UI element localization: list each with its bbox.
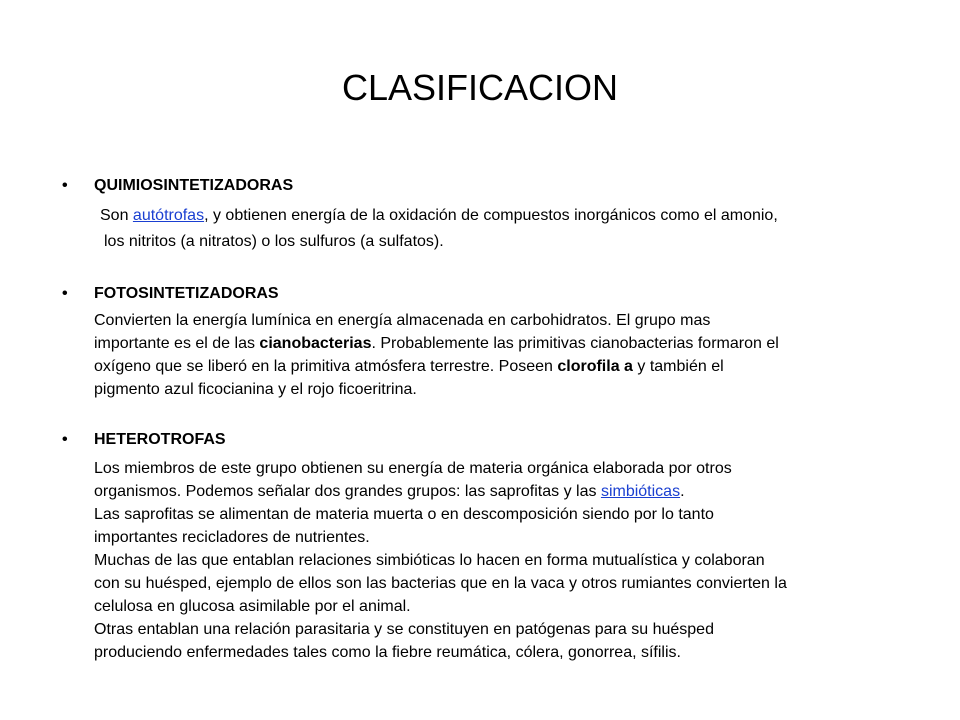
text-segment: . Probablemente las primitivas cianobacterias formaron el bbox=[371, 335, 779, 352]
text-segment: Son bbox=[100, 207, 133, 224]
bullet-icon: • bbox=[62, 431, 68, 448]
foto-line-2 bbox=[94, 332, 779, 355]
simbioticas-link[interactable]: simbióticas bbox=[600, 483, 681, 500]
text-segment: organismos. Podemos señalar dos grandes grupos: las saprofitas y las bbox=[94, 483, 601, 500]
section-heading-quimiosintetizadoras bbox=[62, 176, 293, 196]
hetero-line-1: Los miembros de este grupo obtienen su energía de materia orgánica elaborada por otros bbox=[94, 460, 732, 477]
text-segment: , y obtienen energía de la oxidación de compuestos inorgánicos como el amonio, bbox=[204, 207, 778, 224]
heading-text: HETEROTROFAS bbox=[94, 431, 226, 448]
quimio-line-1 bbox=[100, 204, 778, 227]
heading-text: QUIMIOSINTETIZADORAS bbox=[94, 177, 294, 194]
clorofila-bold: clorofila a bbox=[557, 358, 633, 375]
hetero-line-6: con su huésped, ejemplo de ellos son las bacterias que en la vaca y otros rumiantes convierten la bbox=[94, 575, 787, 592]
hetero-line-5: Muchas de las que entablan relaciones simbióticas lo hacen en forma mutualística y colaboran bbox=[94, 552, 765, 569]
text-segment: . bbox=[680, 483, 685, 500]
slide-title: CLASIFICACION bbox=[341, 67, 619, 108]
foto-line-1: Convierten la energía lumínica en energía almacenada en carbohidratos. El grupo mas bbox=[94, 312, 711, 329]
text-segment: y también el bbox=[632, 358, 724, 375]
autotrofas-link[interactable]: autótrofas bbox=[132, 207, 205, 224]
hetero-line-3: Las saprofitas se alimentan de materia muerta o en descomposición siendo por lo tanto bbox=[94, 506, 714, 523]
bullet-icon: • bbox=[62, 177, 68, 194]
heading-text: FOTOSINTETIZADORAS bbox=[94, 285, 279, 302]
section-heading-fotosintetizadoras bbox=[62, 284, 279, 304]
hetero-line-8: Otras entablan una relación parasitaria y se constituyen en patógenas para su huésped bbox=[94, 621, 714, 638]
quimio-line-2: los nitritos (a nitratos) o los sulfuros (a sulfatos). bbox=[104, 233, 444, 250]
section-heading-heterotrofas bbox=[62, 430, 226, 450]
text-segment: importante es el de las bbox=[94, 335, 260, 352]
foto-line-3 bbox=[94, 355, 724, 378]
text-segment: oxígeno que se liberó en la primitiva atmósfera terrestre. Poseen bbox=[94, 358, 558, 375]
foto-line-4: pigmento azul ficocianina y el rojo ficoeritrina. bbox=[94, 381, 417, 398]
bullet-icon: • bbox=[62, 285, 68, 302]
hetero-line-7: celulosa en glucosa asimilable por el animal. bbox=[94, 598, 411, 615]
hetero-line-4: importantes recicladores de nutrientes. bbox=[94, 529, 370, 546]
hetero-line-2 bbox=[94, 480, 685, 503]
hetero-line-9: produciendo enfermedades tales como la fiebre reumática, cólera, gonorrea, sífilis. bbox=[94, 644, 681, 661]
cianobacterias-bold: cianobacterias bbox=[259, 335, 372, 352]
